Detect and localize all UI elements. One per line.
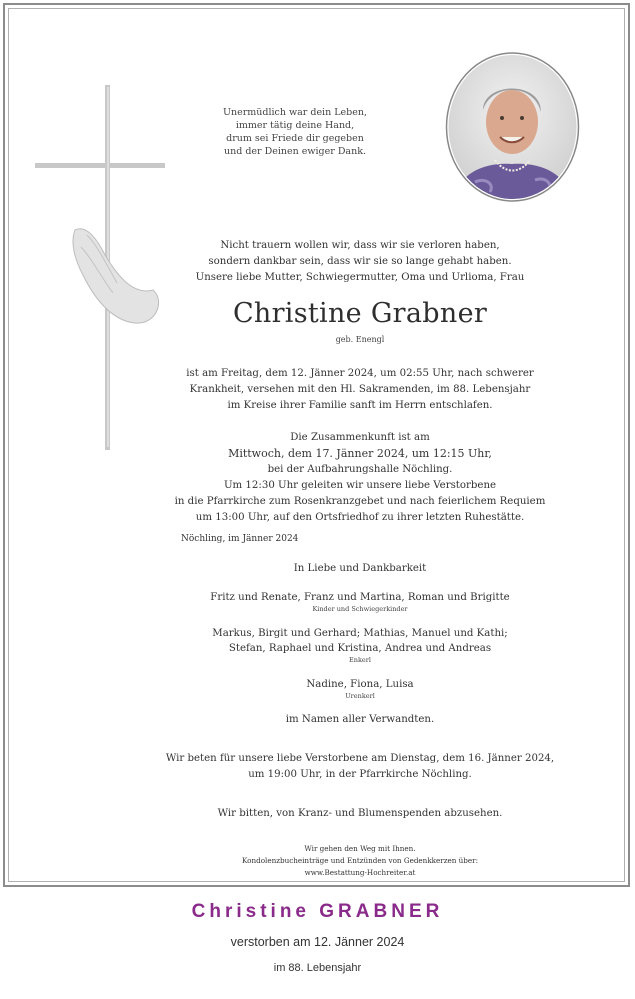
caption-age: im 88. Lebensjahr xyxy=(273,962,362,974)
caption-name: Christine GRABNER xyxy=(191,901,444,922)
motto-verse: Unermüdlich war dein Leben, immer tätig deine Hand, drum sei Friede dir gegeben und der Deinen ewiger Dank. xyxy=(222,107,368,157)
death-announcement: ist am Freitag, dem 12. Jänner 2024, um 02:55 Uhr, nach schwerer Krankheit, versehen mit den Hl. Sakramenden, im 88. Lebensjahr im Kreise ihrer Familie sanft im Herrn entschlafen. xyxy=(186,368,534,411)
place-and-date: Nöchling, im Jänner 2024 xyxy=(181,534,299,544)
maiden-name: geb. Enengl xyxy=(335,335,385,344)
great-grandchildren-block: Nadine, Fiona, Luisa Urenkerl xyxy=(306,679,414,700)
grandchildren-block: Markus, Birgit und Gerhard; Mathias, Manuel und Kathi; Stefan, Raphael und Kristina, Andrea und Andreas Enkerl xyxy=(212,628,508,664)
portrait-photo xyxy=(445,52,580,202)
intro-text: Nicht trauern wollen wir, dass wir sie verloren haben, sondern dankbar sein, dass wir sie so lange gehabt haben. Unsere liebe Mutter, Schwiegermutter, Oma und Urlioma, Frau xyxy=(195,240,525,283)
prayer-info: Wir beten für unsere liebe Verstorbene am Dienstag, dem 16. Jänner 2024, um 19:00 Uhr, in der Pfarrkirche Nöchling. xyxy=(165,753,555,780)
children-block: Fritz und Renate, Franz und Martina, Roman und Brigitte Kinder und Schwiegerkinder xyxy=(210,592,510,613)
relatives-line: im Namen aller Verwandten. xyxy=(285,714,435,725)
flowers-request: Wir bitten, von Kranz- und Blumenspenden abzusehen. xyxy=(217,808,503,819)
cross-with-praying-hands-icon xyxy=(35,85,165,455)
funeral-service-info: Die Zusammenkunft ist am Mittwoch, dem 17. Jänner 2024, um 12:15 Uhr, bei der Aufbahrungshalle Nöchling. Um 12:30 Uhr geleiten wir unsere liebe Verstorbene in die Pfarrkirche zum Rosenkranzgebet und nach feierlichem Requiem um 13:00 Uhr, auf den Ortsfriedhof zu ihrer letzten Ruhestätte. xyxy=(174,432,546,523)
deceased-name: Christine Grabner xyxy=(232,298,488,329)
love-line: In Liebe und Dankbarkeit xyxy=(293,563,427,574)
undertaker-footnote: Wir gehen den Weg mit Ihnen. Kondolenzbucheinträge und Entzünden von Gedenkkerzen über: www.Bestattung-Hochreiter.at xyxy=(241,844,479,877)
caption-death-date: verstorben am 12. Jänner 2024 xyxy=(230,935,405,949)
